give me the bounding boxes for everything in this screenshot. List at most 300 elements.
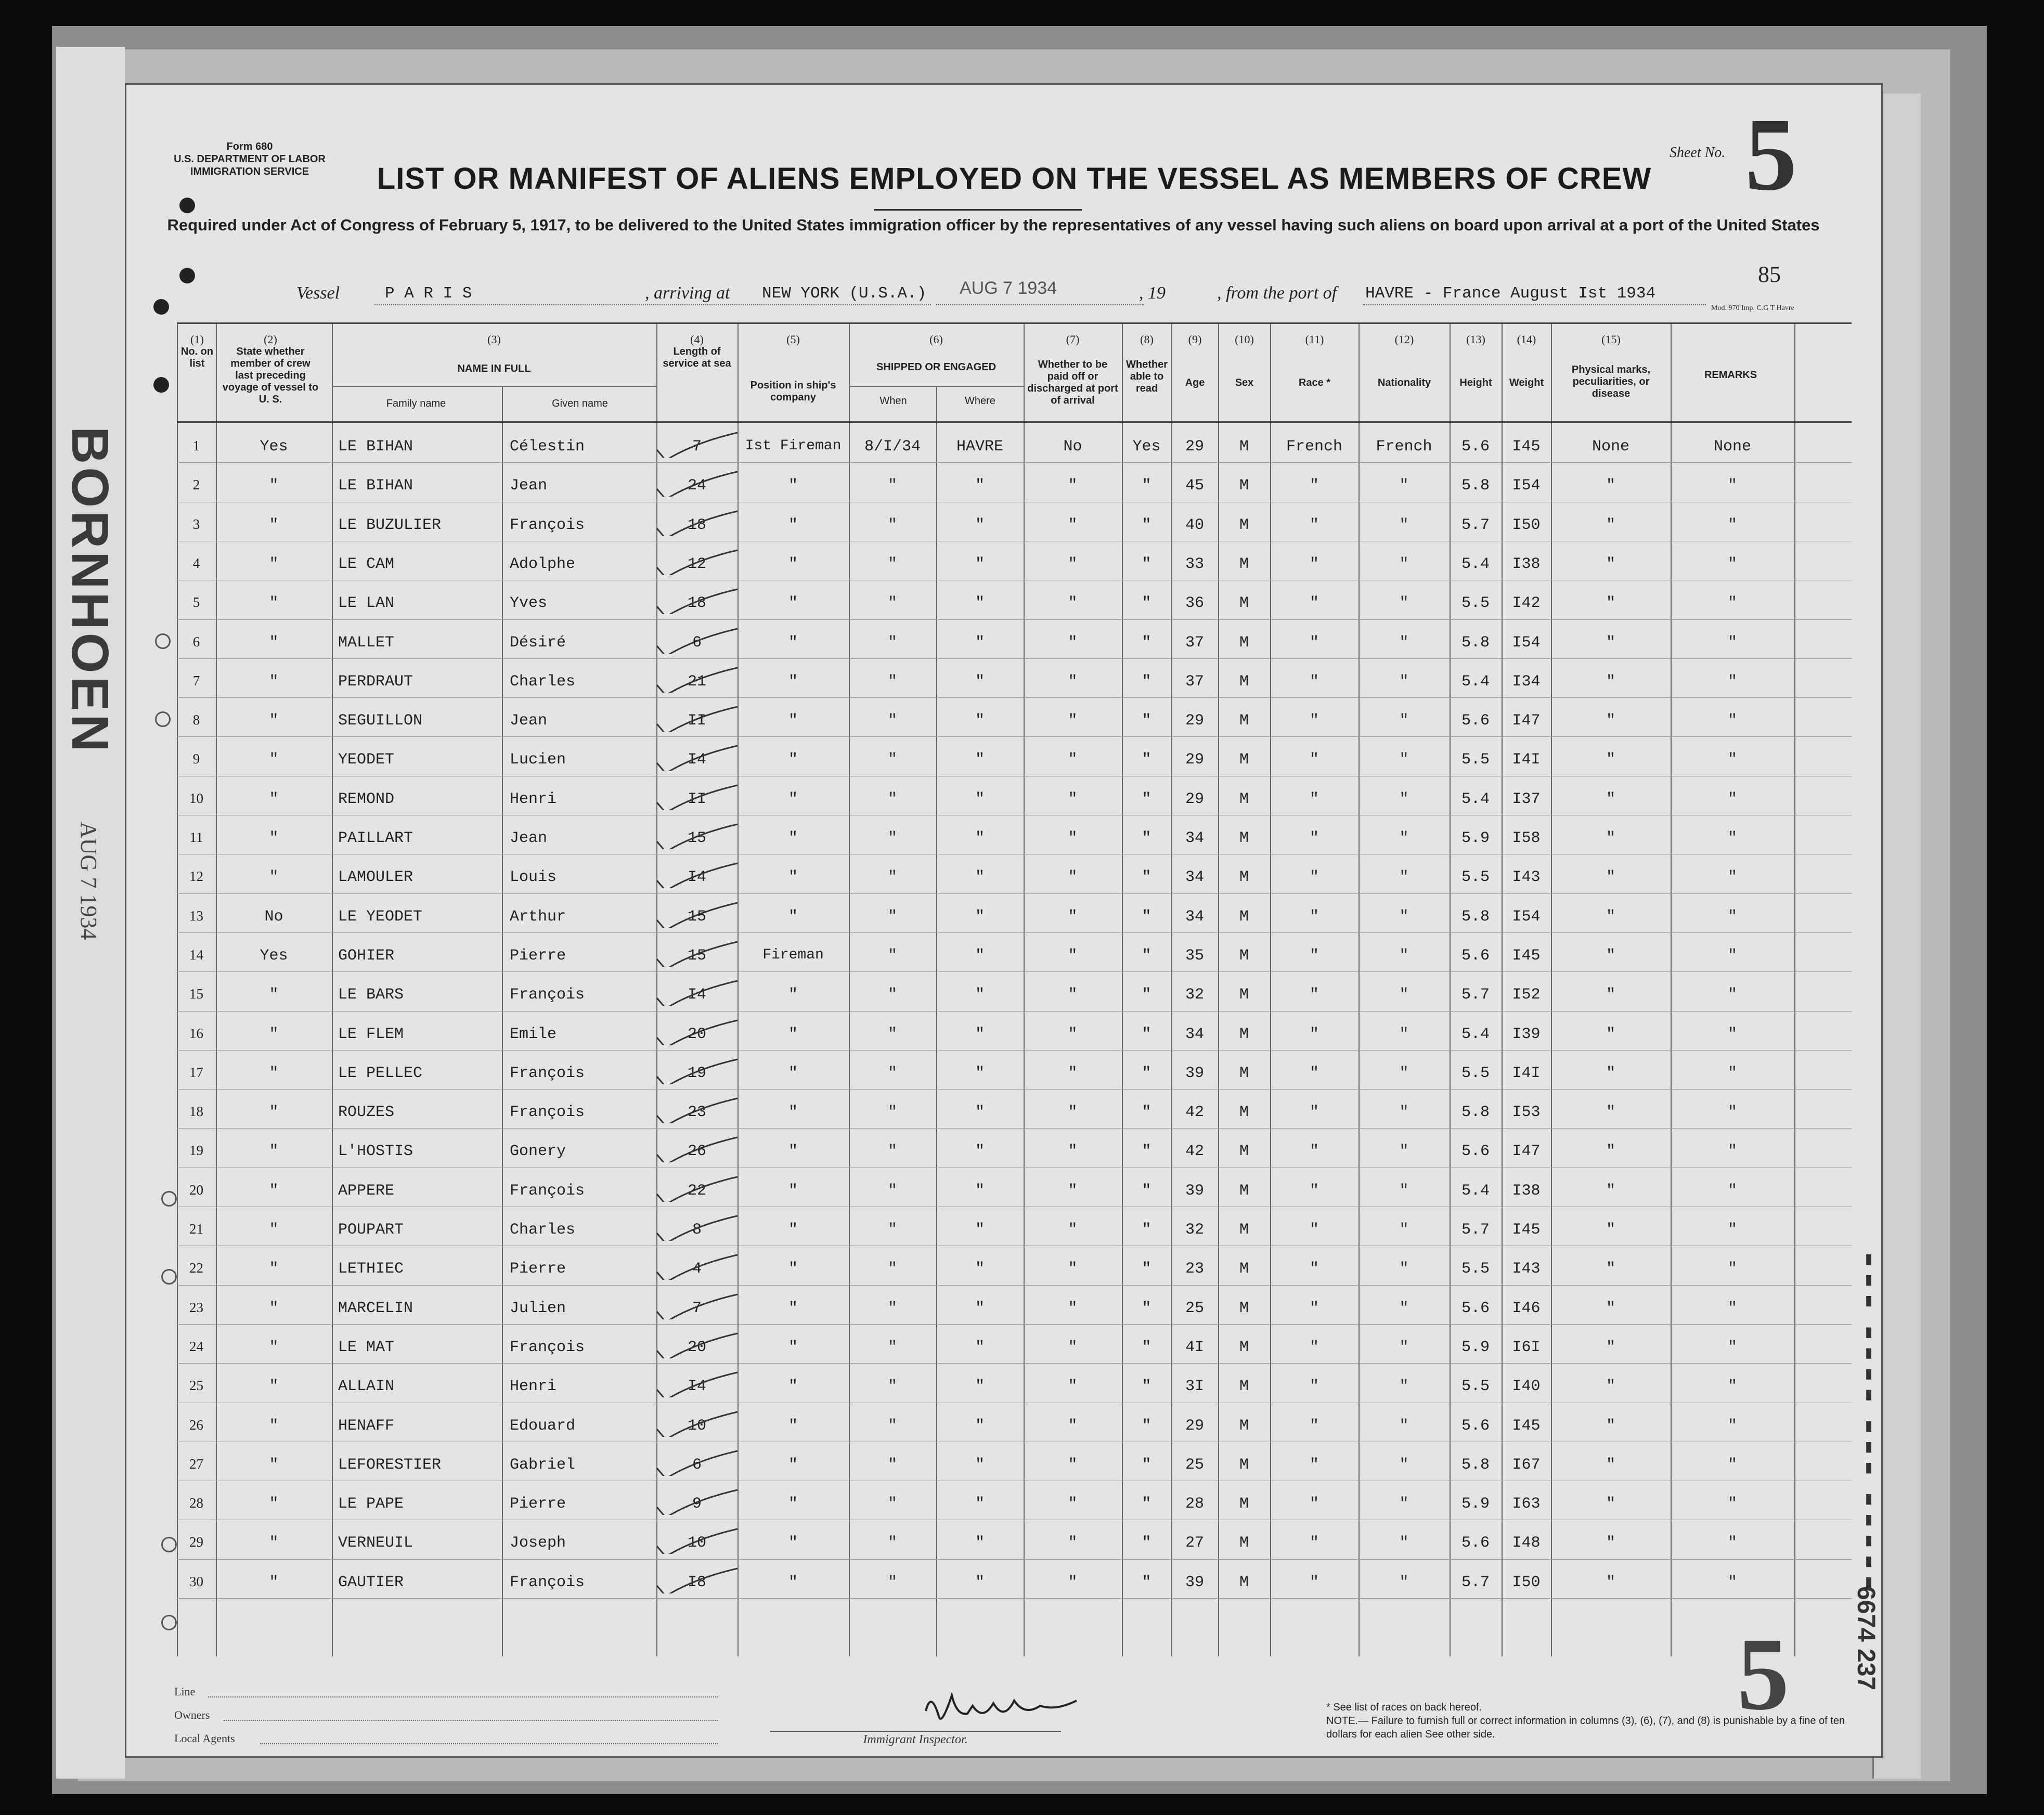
cell-weight: I50 <box>1512 1573 1541 1591</box>
cell-able-to-read: " <box>1142 1299 1152 1317</box>
cell-shipped-when: " <box>887 1025 897 1043</box>
cell-remarks: " <box>1727 672 1737 691</box>
cell-remarks: " <box>1727 1417 1737 1435</box>
cell-previous-voyage: Yes <box>260 947 288 965</box>
cell-height: 5.7 <box>1461 986 1490 1004</box>
cell-able-to-read: " <box>1142 829 1152 847</box>
cell-sex: M <box>1239 790 1249 808</box>
cell-sex: M <box>1239 594 1249 613</box>
cell-family-name: LE BIHAN <box>338 438 413 456</box>
cell-physical-marks: " <box>1606 829 1615 847</box>
cell-age: 39 <box>1185 1182 1204 1200</box>
owners-label: Owners <box>174 1708 210 1721</box>
cell-shipped-where: " <box>975 829 985 847</box>
cell-position: " <box>788 1299 798 1317</box>
cell-given-name: François <box>510 1182 585 1200</box>
cell-weight: I63 <box>1512 1495 1541 1513</box>
cell-height: 5.6 <box>1461 947 1490 965</box>
col-num: (1) <box>190 333 204 346</box>
cell-age: 42 <box>1185 1104 1204 1122</box>
cell-shipped-where: " <box>975 1104 985 1122</box>
cell-remarks: " <box>1727 594 1737 613</box>
row-rule <box>177 1285 1852 1286</box>
cell-height: 5.4 <box>1461 672 1490 691</box>
cell-sex: M <box>1239 1104 1249 1122</box>
cell-shipped-when: " <box>887 1143 897 1161</box>
cell-weight: I4I <box>1512 1064 1541 1082</box>
cell-family-name: LE PELLEC <box>338 1064 423 1082</box>
cell-shipped-when: " <box>887 633 897 652</box>
cell-remarks: " <box>1727 1456 1737 1474</box>
cell-previous-voyage: " <box>269 986 279 1004</box>
cell-length-of-service: I4 <box>687 751 706 769</box>
cell-age: 29 <box>1185 790 1204 808</box>
cell-race: " <box>1309 907 1319 926</box>
tick-mark-icon <box>654 823 738 849</box>
cell-sex: M <box>1239 672 1249 691</box>
cell-shipped-when: 8/I/34 <box>864 438 921 456</box>
cell-sex: M <box>1239 1534 1249 1552</box>
cell-row-number: 28 <box>189 1495 203 1511</box>
punch-hole <box>179 268 195 283</box>
cell-remarks: " <box>1727 1182 1737 1200</box>
cell-previous-voyage: " <box>269 1025 279 1043</box>
sheet-number-stamp: 5 <box>1745 97 1797 212</box>
cell-race: " <box>1309 594 1319 613</box>
cell-nationality: " <box>1399 947 1409 965</box>
cell-previous-voyage: " <box>269 594 279 613</box>
cell-shipped-where: " <box>975 1456 985 1474</box>
cell-family-name: LE BIHAN <box>338 477 413 495</box>
cell-physical-marks: " <box>1606 1338 1615 1356</box>
cell-length-of-service: 9 <box>692 1495 702 1513</box>
cell-shipped-where: " <box>975 1338 985 1356</box>
cell-shipped-when: " <box>887 868 897 887</box>
cell-age: 34 <box>1185 868 1204 887</box>
row-rule <box>177 932 1852 933</box>
cell-length-of-service: 18 <box>687 516 706 534</box>
cell-remarks: " <box>1727 633 1737 652</box>
cell-height: 5.8 <box>1461 633 1490 652</box>
cell-sex: M <box>1239 1573 1249 1591</box>
col-num: (4) <box>690 333 704 346</box>
cell-position: " <box>788 1456 798 1474</box>
cell-physical-marks: " <box>1606 947 1615 965</box>
cell-race: " <box>1309 829 1319 847</box>
cell-previous-voyage: " <box>269 1534 279 1552</box>
tick-mark-icon <box>654 1058 738 1084</box>
row-rule <box>177 1559 1852 1560</box>
cell-remarks: " <box>1727 947 1737 965</box>
cell-height: 5.6 <box>1461 1417 1490 1435</box>
cell-nationality: " <box>1399 1534 1409 1552</box>
margin-stamp-date: AUG 7 1934 <box>76 822 101 940</box>
punch-hole <box>153 299 169 315</box>
cell-shipped-when: " <box>887 790 897 808</box>
punch-ring <box>155 711 171 727</box>
cell-paid-off: " <box>1068 672 1078 691</box>
cell-given-name: Charles <box>510 1221 576 1239</box>
cell-remarks: " <box>1727 1025 1737 1043</box>
cell-shipped-when: " <box>887 672 897 691</box>
cell-age: 40 <box>1185 516 1204 534</box>
cell-physical-marks: " <box>1606 712 1615 730</box>
tick-mark-icon <box>654 549 738 575</box>
vessel-label: Vessel <box>296 283 340 303</box>
cell-given-name: Charles <box>510 672 576 691</box>
cell-remarks: " <box>1727 986 1737 1004</box>
cell-shipped-where: " <box>975 712 985 730</box>
cell-shipped-when: " <box>887 1573 897 1591</box>
cell-shipped-when: " <box>887 829 897 847</box>
cell-length-of-service: 7 <box>692 438 702 456</box>
cell-row-number: 19 <box>189 1143 203 1159</box>
cell-shipped-where: " <box>975 1182 985 1200</box>
cell-previous-voyage: Yes <box>260 438 288 456</box>
cell-row-number: 9 <box>192 751 200 767</box>
subheader-rule <box>849 386 1024 387</box>
page-title: LIST OR MANIFEST OF ALIENS EMPLOYED ON THE VESSEL AS MEMBERS OF CREW <box>377 162 1652 196</box>
cell-paid-off: " <box>1068 1221 1078 1239</box>
cell-shipped-where: " <box>975 594 985 613</box>
col-header-weight: Weight <box>1509 377 1544 388</box>
cell-row-number: 21 <box>189 1221 203 1237</box>
cell-shipped-when: " <box>887 1064 897 1082</box>
cell-race: " <box>1309 1182 1319 1200</box>
cell-shipped-when: " <box>887 1182 897 1200</box>
cell-able-to-read: " <box>1142 907 1152 926</box>
column-rule <box>502 386 503 1656</box>
margin-note-right: ▮▮▮ ▮▮▮▮ ▮▮▮ ▮▮▮▮▮ <box>1857 1248 1877 1592</box>
row-rule <box>177 619 1852 620</box>
cell-height: 5.5 <box>1461 1064 1490 1082</box>
cell-position: " <box>788 1534 798 1552</box>
cell-height: 5.7 <box>1461 516 1490 534</box>
cell-shipped-when: " <box>887 1221 897 1239</box>
cell-physical-marks: " <box>1606 1534 1615 1552</box>
cell-able-to-read: " <box>1142 1104 1152 1122</box>
tick-mark-icon <box>654 1371 738 1397</box>
col-header-height: Height <box>1459 377 1492 388</box>
row-rule <box>177 1598 1852 1599</box>
tick-mark-icon <box>654 980 738 1006</box>
cell-race: " <box>1309 1299 1319 1317</box>
cell-weight: I53 <box>1512 1104 1541 1122</box>
cell-age: 37 <box>1185 672 1204 691</box>
cell-given-name: Emile <box>510 1025 557 1043</box>
col-header-no: No. on list <box>180 346 214 369</box>
cell-paid-off: " <box>1068 1182 1078 1200</box>
cell-given-name: Gabriel <box>510 1456 576 1474</box>
cell-able-to-read: " <box>1142 1221 1152 1239</box>
cell-position: " <box>788 986 798 1004</box>
cell-height: 5.8 <box>1461 1104 1490 1122</box>
cell-given-name: Henri <box>510 790 557 808</box>
cell-nationality: " <box>1399 1025 1409 1043</box>
row-rule <box>177 893 1852 894</box>
cell-shipped-when: " <box>887 712 897 730</box>
cell-previous-voyage: " <box>269 790 279 808</box>
cell-position: " <box>788 477 798 495</box>
cell-remarks: " <box>1727 1064 1737 1082</box>
cell-row-number: 2 <box>192 477 200 493</box>
tick-mark-icon <box>654 1528 738 1554</box>
cell-remarks: " <box>1727 1534 1737 1552</box>
cell-row-number: 27 <box>189 1456 203 1472</box>
cell-length-of-service: 20 <box>687 1025 706 1043</box>
col-num: (3) <box>487 333 501 346</box>
cell-sex: M <box>1239 868 1249 887</box>
cell-family-name: ROUZES <box>338 1104 395 1122</box>
cell-given-name: François <box>510 1104 585 1122</box>
form-line: U.S. DEPARTMENT OF LABOR <box>174 153 326 165</box>
cell-weight: I45 <box>1512 947 1541 965</box>
cell-physical-marks: " <box>1606 516 1615 534</box>
cell-weight: I47 <box>1512 712 1541 730</box>
col-header-marks: Physical marks, peculiarities, or disease <box>1571 364 1651 399</box>
cell-nationality: " <box>1399 1143 1409 1161</box>
cell-nationality: " <box>1399 1299 1409 1317</box>
row-rule <box>177 1089 1852 1090</box>
cell-nationality: French <box>1376 438 1432 456</box>
tick-mark-icon <box>654 510 738 536</box>
cell-position: " <box>788 1025 798 1043</box>
cell-age: 36 <box>1185 594 1204 613</box>
cell-shipped-when: " <box>887 1417 897 1435</box>
cell-sex: M <box>1239 1299 1249 1317</box>
cell-shipped-where: " <box>975 907 985 926</box>
cell-weight: I37 <box>1512 790 1541 808</box>
cell-shipped-where: " <box>975 633 985 652</box>
cell-sex: M <box>1239 947 1249 965</box>
punch-hole <box>179 198 195 213</box>
cell-sex: M <box>1239 1456 1249 1474</box>
cell-shipped-where: " <box>975 1534 985 1552</box>
cell-sex: M <box>1239 1182 1249 1200</box>
cell-sex: M <box>1239 1221 1249 1239</box>
cell-previous-voyage: " <box>269 868 279 887</box>
cell-physical-marks: " <box>1606 1378 1615 1396</box>
cell-previous-voyage: " <box>269 477 279 495</box>
cell-row-number: 23 <box>189 1299 203 1315</box>
cell-given-name: Pierre <box>510 947 566 965</box>
cell-shipped-where: " <box>975 1221 985 1239</box>
cell-row-number: 25 <box>189 1378 203 1394</box>
cell-position: " <box>788 1104 798 1122</box>
cell-position: Ist Fireman <box>745 438 842 454</box>
cell-sex: M <box>1239 829 1249 847</box>
cell-previous-voyage: " <box>269 1573 279 1591</box>
cell-paid-off: " <box>1068 1025 1078 1043</box>
cell-previous-voyage: " <box>269 633 279 652</box>
cell-able-to-read: " <box>1142 986 1152 1004</box>
cell-paid-off: " <box>1068 594 1078 613</box>
cell-able-to-read: " <box>1142 516 1152 534</box>
cell-paid-off: " <box>1068 1534 1078 1552</box>
cell-weight: I46 <box>1512 1299 1541 1317</box>
cell-able-to-read: " <box>1142 1417 1152 1435</box>
cell-previous-voyage: " <box>269 555 279 573</box>
cell-sex: M <box>1239 633 1249 652</box>
punch-ring <box>161 1191 177 1207</box>
cell-weight: I47 <box>1512 1143 1541 1161</box>
cell-position: " <box>788 829 798 847</box>
cell-family-name: LE MAT <box>338 1338 395 1356</box>
cell-shipped-where: " <box>975 1573 985 1591</box>
cell-shipped-where: " <box>975 1378 985 1396</box>
cell-length-of-service: I4 <box>687 1378 706 1396</box>
cell-length-of-service: II <box>687 712 706 730</box>
cell-race: " <box>1309 555 1319 573</box>
cell-family-name: LE LAN <box>338 594 395 613</box>
col-header-age: Age <box>1185 377 1205 388</box>
cell-height: 5.5 <box>1461 1260 1490 1278</box>
cell-physical-marks: " <box>1606 868 1615 887</box>
cell-paid-off: " <box>1068 633 1078 652</box>
cell-family-name: PAILLART <box>338 829 413 847</box>
cell-age: 34 <box>1185 907 1204 926</box>
cell-nationality: " <box>1399 1456 1409 1474</box>
col-num: (13) <box>1466 333 1485 346</box>
cell-position: " <box>788 1378 798 1396</box>
cell-row-number: 15 <box>189 986 203 1002</box>
cell-row-number: 3 <box>192 516 200 532</box>
cell-race: " <box>1309 1456 1319 1474</box>
row-rule <box>177 1128 1852 1129</box>
col-header-name: NAME IN FULL <box>457 363 531 374</box>
arriving-label: , arriving at <box>645 283 730 303</box>
cell-given-name: François <box>510 1573 585 1591</box>
cell-position: " <box>788 594 798 613</box>
cell-height: 5.9 <box>1461 829 1490 847</box>
cell-age: 25 <box>1185 1299 1204 1317</box>
cell-row-number: 13 <box>189 907 203 924</box>
cell-nationality: " <box>1399 1260 1409 1278</box>
cell-weight: I54 <box>1512 907 1541 926</box>
tick-mark-icon <box>654 1097 738 1123</box>
cell-weight: I52 <box>1512 986 1541 1004</box>
row-rule <box>177 1363 1852 1364</box>
cell-nationality: " <box>1399 672 1409 691</box>
cell-nationality: " <box>1399 1338 1409 1356</box>
form-number-block <box>172 140 328 178</box>
cell-age: 29 <box>1185 751 1204 769</box>
cell-length-of-service: I4 <box>687 868 706 887</box>
cell-race: French <box>1286 438 1343 456</box>
cell-row-number: 4 <box>192 555 200 571</box>
cell-race: " <box>1309 1338 1319 1356</box>
cell-sex: M <box>1239 477 1249 495</box>
cell-sex: M <box>1239 712 1249 730</box>
col-num: (15) <box>1601 333 1621 346</box>
cell-length-of-service: 20 <box>687 1338 706 1356</box>
cell-paid-off: " <box>1068 1104 1078 1122</box>
owners-dotline <box>224 1720 718 1721</box>
cell-nationality: " <box>1399 555 1409 573</box>
cell-shipped-where: " <box>975 790 985 808</box>
cell-height: 5.6 <box>1461 1299 1490 1317</box>
cell-nationality: " <box>1399 1378 1409 1396</box>
cell-family-name: GOHIER <box>338 947 395 965</box>
row-rule <box>177 462 1852 463</box>
cell-remarks: " <box>1727 751 1737 769</box>
punch-ring <box>161 1615 177 1630</box>
cell-physical-marks: " <box>1606 1221 1615 1239</box>
cell-age: 34 <box>1185 829 1204 847</box>
cell-shipped-where: " <box>975 751 985 769</box>
cell-height: 5.5 <box>1461 751 1490 769</box>
cell-given-name: Adolphe <box>510 555 576 573</box>
cell-height: 5.4 <box>1461 790 1490 808</box>
cell-physical-marks: None <box>1592 438 1629 456</box>
cell-row-number: 17 <box>189 1064 203 1080</box>
cell-previous-voyage: " <box>269 1143 279 1161</box>
cell-position: " <box>788 516 798 534</box>
cell-nationality: " <box>1399 907 1409 926</box>
col-header-when: When <box>879 395 907 407</box>
cell-physical-marks: " <box>1606 1143 1615 1161</box>
punch-ring <box>161 1269 177 1285</box>
cell-paid-off: " <box>1068 829 1078 847</box>
cell-nationality: " <box>1399 751 1409 769</box>
cell-sex: M <box>1239 986 1249 1004</box>
vessel-dotline <box>374 304 931 305</box>
cell-remarks: " <box>1727 1338 1737 1356</box>
col-header-family: Family name <box>386 398 446 409</box>
title-rule <box>874 209 1082 211</box>
row-rule <box>177 658 1852 659</box>
cell-paid-off: " <box>1068 1064 1078 1082</box>
col-header-position: Position in ship's company <box>750 380 836 403</box>
cell-shipped-when: " <box>887 947 897 965</box>
arriving-port: NEW YORK (U.S.A.) <box>762 284 927 303</box>
cell-physical-marks: " <box>1606 986 1615 1004</box>
port-dotline <box>1363 304 1706 305</box>
cell-shipped-when: " <box>887 1104 897 1122</box>
col-header-remarks: REMARKS <box>1704 369 1757 381</box>
cell-paid-off: " <box>1068 1378 1078 1396</box>
cell-physical-marks: " <box>1606 477 1615 495</box>
cell-physical-marks: " <box>1606 1025 1615 1043</box>
cell-height: 5.4 <box>1461 555 1490 573</box>
cell-family-name: MALLET <box>338 633 395 652</box>
cell-weight: I50 <box>1512 516 1541 534</box>
cell-length-of-service: 15 <box>687 947 706 965</box>
cell-previous-voyage: " <box>269 1417 279 1435</box>
cell-weight: I58 <box>1512 829 1541 847</box>
cell-position: " <box>788 672 798 691</box>
from-port: HAVRE - France August Ist 1934 <box>1365 284 1656 303</box>
cell-length-of-service: 21 <box>687 672 706 691</box>
cell-given-name: François <box>510 1064 585 1082</box>
cell-remarks: " <box>1727 868 1737 887</box>
cell-nationality: " <box>1399 1573 1409 1591</box>
cell-paid-off: " <box>1068 1260 1078 1278</box>
cell-family-name: POUPART <box>338 1221 404 1239</box>
cell-physical-marks: " <box>1606 1573 1615 1591</box>
cell-row-number: 22 <box>189 1260 203 1276</box>
cell-weight: I40 <box>1512 1378 1541 1396</box>
cell-position: " <box>788 790 798 808</box>
cell-age: 3I <box>1185 1378 1204 1396</box>
cell-height: 5.9 <box>1461 1495 1490 1513</box>
col-num: (10) <box>1235 333 1254 346</box>
cell-nationality: " <box>1399 790 1409 808</box>
cell-given-name: François <box>510 516 585 534</box>
cell-given-name: François <box>510 1338 585 1356</box>
sheet-label: Sheet No. <box>1670 145 1726 161</box>
cell-row-number: 12 <box>189 868 203 885</box>
